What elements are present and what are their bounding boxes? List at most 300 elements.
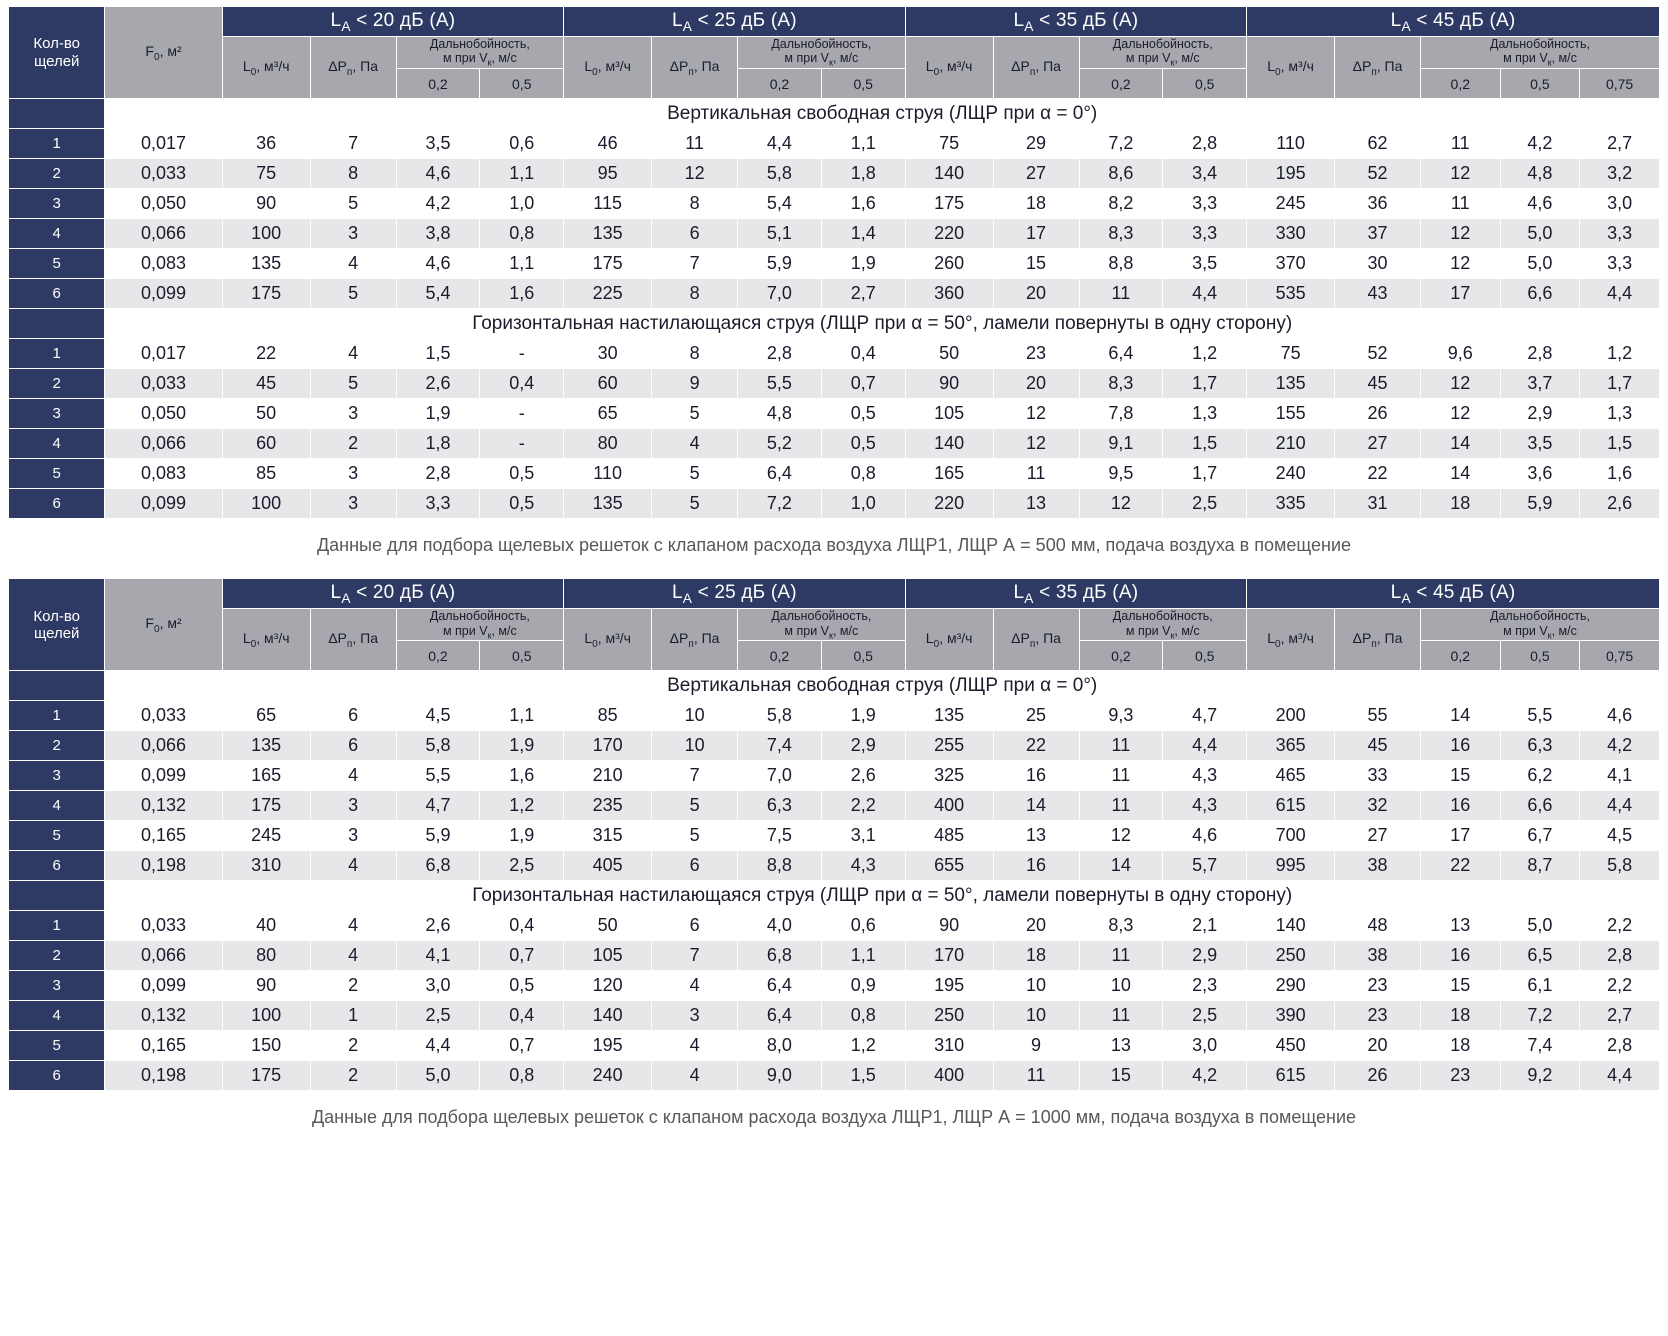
header-noise-group-2: $L_A < 35$ дБ (А) <box>905 7 1246 37</box>
cell-16: 2,6 <box>1580 489 1660 519</box>
header-speed-1-1: 0,5 <box>821 641 905 671</box>
cell-3: 1,6 <box>480 761 564 791</box>
cell-4: 170 <box>564 731 652 761</box>
cell-7: 0,8 <box>821 459 905 489</box>
cell-16: 2,7 <box>1580 129 1660 159</box>
cell-11: 2,5 <box>1163 1001 1247 1031</box>
cell-14: 14 <box>1420 701 1500 731</box>
cell-2: 5,8 <box>396 731 480 761</box>
table-row <box>9 129 1660 159</box>
cell-2: 5,5 <box>396 761 480 791</box>
cell-7: 1,1 <box>821 941 905 971</box>
cell-14: 17 <box>1420 279 1500 309</box>
cell-2: 3,3 <box>396 489 480 519</box>
cell-12: 335 <box>1247 489 1335 519</box>
cell-2: 4,6 <box>396 249 480 279</box>
cell-15: 6,5 <box>1500 941 1580 971</box>
cell-6: 5,9 <box>738 249 822 279</box>
cell-1: 5 <box>310 189 396 219</box>
cell-10: 8,2 <box>1079 189 1163 219</box>
cell-14: 14 <box>1420 429 1500 459</box>
table-row <box>9 279 1660 309</box>
cell-10: 9,3 <box>1079 701 1163 731</box>
header-count-cell: Кол-во щелей <box>9 7 105 99</box>
cell-8: 105 <box>905 399 993 429</box>
cell-10: 7,2 <box>1079 129 1163 159</box>
cell-2: 3,5 <box>396 129 480 159</box>
header-throw-3: Дальнобойность, м при $V_к$, м/с <box>1420 37 1659 69</box>
cell-5: 8 <box>652 279 738 309</box>
cell-3: 1,6 <box>480 279 564 309</box>
table-row <box>9 1031 1660 1061</box>
cell-2: 4,2 <box>396 189 480 219</box>
header-noise-group-3: $L_A < 45$ дБ (А) <box>1247 7 1660 37</box>
cell-8: 400 <box>905 1061 993 1091</box>
cell-10: 11 <box>1079 279 1163 309</box>
cell-14: 13 <box>1420 911 1500 941</box>
cell-7: 1,9 <box>821 701 905 731</box>
cell-11: 4,3 <box>1163 761 1247 791</box>
cell-14: 12 <box>1420 219 1500 249</box>
cell-5: 5 <box>652 399 738 429</box>
cell-15: 3,5 <box>1500 429 1580 459</box>
cell-8: 195 <box>905 971 993 1001</box>
section-title-row <box>9 99 1660 129</box>
cell-10: 11 <box>1079 731 1163 761</box>
cell-10: 15 <box>1079 1061 1163 1091</box>
table-row <box>9 369 1660 399</box>
cell-6: 6,3 <box>738 791 822 821</box>
cell-13: 27 <box>1335 429 1421 459</box>
cell-13: 23 <box>1335 1001 1421 1031</box>
cell-16: 4,5 <box>1580 821 1660 851</box>
cell-5: 7 <box>652 249 738 279</box>
cell-13: 32 <box>1335 791 1421 821</box>
cell-9: 17 <box>993 219 1079 249</box>
cell-7: 0,4 <box>821 339 905 369</box>
cell-7: 2,6 <box>821 761 905 791</box>
header-noise-group-2: $L_A < 35$ дБ (А) <box>905 579 1246 609</box>
cell-11: 4,2 <box>1163 1061 1247 1091</box>
cell-3: 0,4 <box>480 1001 564 1031</box>
table-row <box>9 821 1660 851</box>
cell-10: 9,5 <box>1079 459 1163 489</box>
cell-11: 4,3 <box>1163 791 1247 821</box>
header-noise-group-3: $L_A < 45$ дБ (А) <box>1247 579 1660 609</box>
cell-0: 310 <box>222 851 310 881</box>
cell-9: 14 <box>993 791 1079 821</box>
row-f0: 0,066 <box>105 429 222 459</box>
cell-12: 615 <box>1247 791 1335 821</box>
cell-5: 4 <box>652 1031 738 1061</box>
row-f0: 0,017 <box>105 339 222 369</box>
cell-6: 8,8 <box>738 851 822 881</box>
row-f0: 0,066 <box>105 219 222 249</box>
cell-11: 4,6 <box>1163 821 1247 851</box>
cell-2: 3,8 <box>396 219 480 249</box>
header-throw-3: Дальнобойность, м при $V_к$, м/с <box>1420 609 1659 641</box>
cell-11: 3,5 <box>1163 249 1247 279</box>
cell-13: 33 <box>1335 761 1421 791</box>
cell-16: 1,3 <box>1580 399 1660 429</box>
cell-5: 9 <box>652 369 738 399</box>
cell-2: 5,4 <box>396 279 480 309</box>
cell-3: 2,5 <box>480 851 564 881</box>
header-throw-0: Дальнобойность, м при $V_к$, м/с <box>396 37 564 69</box>
cell-5: 10 <box>652 701 738 731</box>
cell-4: 80 <box>564 429 652 459</box>
cell-4: 135 <box>564 489 652 519</box>
cell-14: 15 <box>1420 761 1500 791</box>
cell-4: 50 <box>564 911 652 941</box>
cell-1: 7 <box>310 129 396 159</box>
cell-12: 155 <box>1247 399 1335 429</box>
cell-8: 220 <box>905 219 993 249</box>
cell-0: 150 <box>222 1031 310 1061</box>
row-slot-count: 4 <box>9 791 105 821</box>
cell-15: 3,7 <box>1500 369 1580 399</box>
cell-7: 1,4 <box>821 219 905 249</box>
cell-1: 4 <box>310 761 396 791</box>
cell-2: 5,9 <box>396 821 480 851</box>
cell-7: 1,6 <box>821 189 905 219</box>
cell-12: 465 <box>1247 761 1335 791</box>
cell-13: 43 <box>1335 279 1421 309</box>
row-slot-count: 6 <box>9 851 105 881</box>
header-noise-group-0: $L_A < 20$ дБ (А) <box>222 7 563 37</box>
header-speed-2-0: 0,2 <box>1079 641 1163 671</box>
header-speed-2-1: 0,5 <box>1163 641 1247 671</box>
row-slot-count: 3 <box>9 761 105 791</box>
cell-7: 4,3 <box>821 851 905 881</box>
cell-2: 4,1 <box>396 941 480 971</box>
cell-14: 11 <box>1420 129 1500 159</box>
cell-16: 2,7 <box>1580 1001 1660 1031</box>
cell-8: 50 <box>905 339 993 369</box>
cell-15: 6,7 <box>1500 821 1580 851</box>
table-row <box>9 911 1660 941</box>
cell-15: 6,6 <box>1500 791 1580 821</box>
row-f0: 0,050 <box>105 399 222 429</box>
header-speed-3-1: 0,5 <box>1500 641 1580 671</box>
cell-1: 3 <box>310 489 396 519</box>
cell-12: 210 <box>1247 429 1335 459</box>
cell-13: 30 <box>1335 249 1421 279</box>
cell-3: 0,4 <box>480 369 564 399</box>
section-title: Вертикальная свободная струя (ЛЩР при α = 0°) <box>105 99 1660 129</box>
cell-7: 1,0 <box>821 489 905 519</box>
cell-6: 7,4 <box>738 731 822 761</box>
table-500 <box>8 6 1660 519</box>
cell-11: 1,7 <box>1163 459 1247 489</box>
cell-5: 4 <box>652 1061 738 1091</box>
cell-13: 48 <box>1335 911 1421 941</box>
table-500-wrapper <box>8 6 1660 578</box>
row-f0: 0,198 <box>105 851 222 881</box>
header-l0-1: $L_0$, м³/ч <box>564 609 652 671</box>
cell-9: 12 <box>993 429 1079 459</box>
cell-13: 38 <box>1335 851 1421 881</box>
cell-12: 240 <box>1247 459 1335 489</box>
cell-4: 30 <box>564 339 652 369</box>
cell-0: 165 <box>222 761 310 791</box>
cell-7: 0,8 <box>821 1001 905 1031</box>
cell-8: 170 <box>905 941 993 971</box>
row-slot-count: 6 <box>9 489 105 519</box>
header-throw-2: Дальнобойность, м при $V_к$, м/с <box>1079 37 1247 69</box>
cell-15: 5,0 <box>1500 911 1580 941</box>
row-slot-count: 4 <box>9 429 105 459</box>
header-dp-3: $\Delta P_п$, Па <box>1335 37 1421 99</box>
table-caption: Данные для подбора щелевых решеток с клапаном расхода воздуха ЛЩР1, ЛЩР А = 1000 мм, подача воздуха в помещение <box>311 1107 1357 1128</box>
cell-9: 20 <box>993 911 1079 941</box>
cell-8: 175 <box>905 189 993 219</box>
table-row <box>9 851 1660 881</box>
row-slot-count: 6 <box>9 279 105 309</box>
cell-1: 3 <box>310 399 396 429</box>
header-speed-0-1: 0,5 <box>480 69 564 99</box>
cell-15: 9,2 <box>1500 1061 1580 1091</box>
cell-1: 2 <box>310 1061 396 1091</box>
cell-15: 6,3 <box>1500 731 1580 761</box>
cell-16: 3,3 <box>1580 219 1660 249</box>
cell-11: 4,7 <box>1163 701 1247 731</box>
cell-1: 8 <box>310 159 396 189</box>
row-slot-count: 1 <box>9 129 105 159</box>
cell-6: 6,4 <box>738 971 822 1001</box>
cell-16: 4,4 <box>1580 791 1660 821</box>
cell-16: 4,4 <box>1580 279 1660 309</box>
cell-7: 0,5 <box>821 399 905 429</box>
cell-14: 16 <box>1420 731 1500 761</box>
cell-8: 325 <box>905 761 993 791</box>
cell-15: 8,7 <box>1500 851 1580 881</box>
header-speed-3-1: 0,5 <box>1500 69 1580 99</box>
row-slot-count: 1 <box>9 911 105 941</box>
table-row <box>9 701 1660 731</box>
cell-0: 50 <box>222 399 310 429</box>
cell-7: 0,5 <box>821 429 905 459</box>
row-slot-count: 3 <box>9 399 105 429</box>
row-slot-count: 2 <box>9 369 105 399</box>
section-title-row <box>9 881 1660 911</box>
cell-13: 38 <box>1335 941 1421 971</box>
cell-6: 6,4 <box>738 1001 822 1031</box>
cell-4: 405 <box>564 851 652 881</box>
table-1000-wrapper <box>8 578 1660 1134</box>
cell-4: 225 <box>564 279 652 309</box>
cell-4: 85 <box>564 701 652 731</box>
cell-1: 4 <box>310 851 396 881</box>
cell-10: 11 <box>1079 761 1163 791</box>
cell-14: 17 <box>1420 821 1500 851</box>
cell-9: 15 <box>993 249 1079 279</box>
cell-2: 2,8 <box>396 459 480 489</box>
table-row <box>9 731 1660 761</box>
cell-13: 45 <box>1335 369 1421 399</box>
cell-6: 5,4 <box>738 189 822 219</box>
header-l0-3: $L_0$, м³/ч <box>1247 609 1335 671</box>
cell-0: 22 <box>222 339 310 369</box>
row-slot-count: 2 <box>9 941 105 971</box>
cell-8: 165 <box>905 459 993 489</box>
row-f0: 0,033 <box>105 701 222 731</box>
cell-3: 1,0 <box>480 189 564 219</box>
cell-13: 36 <box>1335 189 1421 219</box>
cell-12: 290 <box>1247 971 1335 1001</box>
cell-6: 5,8 <box>738 701 822 731</box>
header-speed-0-1: 0,5 <box>480 641 564 671</box>
row-slot-count: 5 <box>9 249 105 279</box>
cell-5: 5 <box>652 821 738 851</box>
row-f0: 0,099 <box>105 971 222 1001</box>
cell-11: 2,1 <box>1163 911 1247 941</box>
cell-4: 46 <box>564 129 652 159</box>
cell-5: 7 <box>652 941 738 971</box>
table-row <box>9 489 1660 519</box>
cell-12: 75 <box>1247 339 1335 369</box>
cell-11: 2,3 <box>1163 971 1247 1001</box>
cell-15: 6,1 <box>1500 971 1580 1001</box>
row-slot-count: 6 <box>9 1061 105 1091</box>
cell-2: 3,0 <box>396 971 480 1001</box>
row-f0: 0,050 <box>105 189 222 219</box>
header-speed-2-1: 0,5 <box>1163 69 1247 99</box>
cell-7: 1,1 <box>821 129 905 159</box>
cell-12: 140 <box>1247 911 1335 941</box>
cell-6: 4,0 <box>738 911 822 941</box>
cell-13: 52 <box>1335 159 1421 189</box>
cell-14: 16 <box>1420 791 1500 821</box>
cell-1: 2 <box>310 971 396 1001</box>
cell-14: 12 <box>1420 369 1500 399</box>
cell-0: 75 <box>222 159 310 189</box>
table-row <box>9 1001 1660 1031</box>
cell-1: 2 <box>310 1031 396 1061</box>
row-f0: 0,099 <box>105 761 222 791</box>
cell-7: 1,2 <box>821 1031 905 1061</box>
table-row <box>9 399 1660 429</box>
header-f0-cell: $F_0$, м² <box>105 7 222 99</box>
cell-8: 140 <box>905 429 993 459</box>
cell-6: 4,8 <box>738 399 822 429</box>
table-1000 <box>8 578 1660 1091</box>
header-l0-0: $L_0$, м³/ч <box>222 37 310 99</box>
header-l0-2: $L_0$, м³/ч <box>905 609 993 671</box>
cell-4: 195 <box>564 1031 652 1061</box>
cell-15: 4,6 <box>1500 189 1580 219</box>
cell-6: 5,8 <box>738 159 822 189</box>
cell-9: 9 <box>993 1031 1079 1061</box>
cell-7: 1,8 <box>821 159 905 189</box>
cell-15: 4,2 <box>1500 129 1580 159</box>
cell-12: 110 <box>1247 129 1335 159</box>
cell-3: 1,9 <box>480 731 564 761</box>
cell-11: 2,5 <box>1163 489 1247 519</box>
cell-11: 5,7 <box>1163 851 1247 881</box>
cell-14: 18 <box>1420 1031 1500 1061</box>
cell-6: 7,0 <box>738 279 822 309</box>
cell-10: 6,4 <box>1079 339 1163 369</box>
cell-5: 6 <box>652 911 738 941</box>
cell-0: 175 <box>222 1061 310 1091</box>
cell-3: 0,5 <box>480 459 564 489</box>
cell-12: 450 <box>1247 1031 1335 1061</box>
cell-10: 12 <box>1079 821 1163 851</box>
cell-9: 22 <box>993 731 1079 761</box>
cell-14: 15 <box>1420 971 1500 1001</box>
cell-8: 140 <box>905 159 993 189</box>
cell-2: 4,5 <box>396 701 480 731</box>
cell-13: 37 <box>1335 219 1421 249</box>
header-dp-1: $\Delta P_п$, Па <box>652 37 738 99</box>
cell-5: 4 <box>652 429 738 459</box>
cell-9: 18 <box>993 941 1079 971</box>
section-stub <box>9 671 105 701</box>
cell-16: 2,2 <box>1580 971 1660 1001</box>
cell-15: 5,0 <box>1500 219 1580 249</box>
table-row <box>9 429 1660 459</box>
header-throw-1: Дальнобойность, м при $V_к$, м/с <box>738 609 906 641</box>
cell-3: 1,2 <box>480 791 564 821</box>
cell-8: 310 <box>905 1031 993 1061</box>
header-speed-3-2: 0,75 <box>1580 69 1660 99</box>
cell-16: 2,8 <box>1580 941 1660 971</box>
cell-11: 4,4 <box>1163 731 1247 761</box>
cell-1: 3 <box>310 821 396 851</box>
cell-8: 255 <box>905 731 993 761</box>
cell-15: 2,8 <box>1500 339 1580 369</box>
cell-7: 1,5 <box>821 1061 905 1091</box>
cell-9: 16 <box>993 851 1079 881</box>
header-noise-group-1: $L_A < 25$ дБ (А) <box>564 579 905 609</box>
header-noise-group-0: $L_A < 20$ дБ (А) <box>222 579 563 609</box>
table-row <box>9 941 1660 971</box>
header-speed-1-0: 0,2 <box>738 641 822 671</box>
cell-9: 16 <box>993 761 1079 791</box>
header-dp-0: $\Delta P_п$, Па <box>310 37 396 99</box>
cell-8: 360 <box>905 279 993 309</box>
cell-13: 26 <box>1335 399 1421 429</box>
header-speed-3-2: 0,75 <box>1580 641 1660 671</box>
header-speed-0-0: 0,2 <box>396 69 480 99</box>
cell-16: 5,8 <box>1580 851 1660 881</box>
cell-14: 22 <box>1420 851 1500 881</box>
cell-12: 995 <box>1247 851 1335 881</box>
cell-6: 7,5 <box>738 821 822 851</box>
cell-7: 2,7 <box>821 279 905 309</box>
cell-16: 2,2 <box>1580 911 1660 941</box>
section-stub <box>9 99 105 129</box>
row-slot-count: 1 <box>9 701 105 731</box>
cell-7: 2,9 <box>821 731 905 761</box>
cell-5: 4 <box>652 971 738 1001</box>
cell-9: 20 <box>993 279 1079 309</box>
cell-9: 11 <box>993 1061 1079 1091</box>
header-speed-3-0: 0,2 <box>1420 641 1500 671</box>
row-f0: 0,165 <box>105 821 222 851</box>
header-row-metrics <box>9 609 1660 641</box>
cell-3: 0,8 <box>480 1061 564 1091</box>
cell-4: 115 <box>564 189 652 219</box>
cell-11: 3,4 <box>1163 159 1247 189</box>
header-dp-1: $\Delta P_п$, Па <box>652 609 738 671</box>
header-speed-1-1: 0,5 <box>821 69 905 99</box>
cell-16: 2,8 <box>1580 1031 1660 1061</box>
cell-14: 23 <box>1420 1061 1500 1091</box>
cell-6: 9,0 <box>738 1061 822 1091</box>
cell-13: 62 <box>1335 129 1421 159</box>
